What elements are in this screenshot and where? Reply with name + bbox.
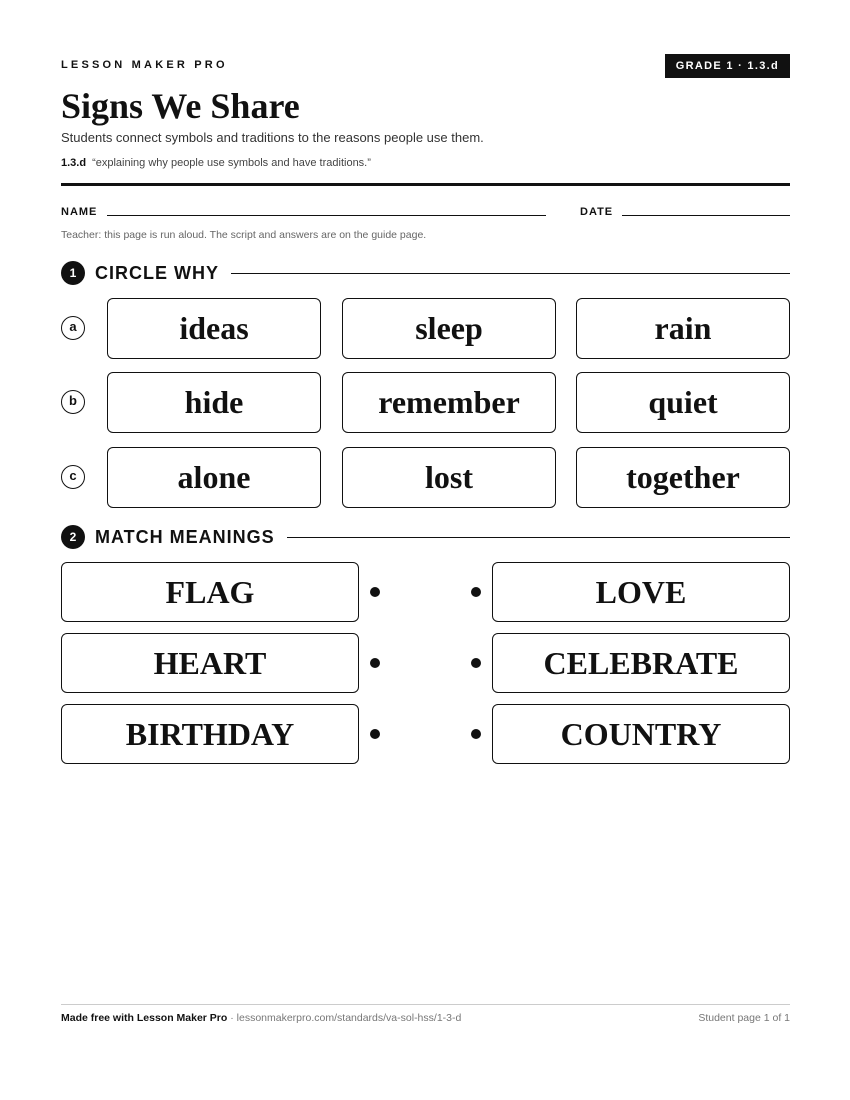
footer-separator: · <box>227 1012 237 1024</box>
choice-card-together[interactable]: together <box>576 447 790 508</box>
footer-divider <box>61 1004 790 1005</box>
match-card-celebrate[interactable]: CELEBRATE <box>492 633 790 693</box>
name-label: NAME <box>61 206 98 218</box>
section-match-meanings-header <box>61 525 790 549</box>
match-dot-left[interactable] <box>370 658 380 668</box>
choice-card-lost[interactable]: lost <box>342 447 556 508</box>
section-title: CIRCLE WHY <box>95 262 231 284</box>
match-dot-right[interactable] <box>471 729 481 739</box>
footer-url-link[interactable]: lessonmakerpro.com/standards/va-sol-hss/1-3-d <box>236 1012 462 1024</box>
choice-card-ideas[interactable]: ideas <box>107 298 321 359</box>
footer-made-with: Made free with Lesson Maker Pro <box>61 1012 228 1024</box>
standard-text: “explaining why people use symbols and have traditions.” <box>92 157 371 169</box>
match-dot-left[interactable] <box>370 587 380 597</box>
brand-name: LESSON MAKER PRO <box>61 59 228 71</box>
match-card-heart[interactable]: HEART <box>61 633 359 693</box>
row-marker-b: b <box>61 390 85 414</box>
grade-badge: GRADE 1 · 1.3.d <box>665 54 790 78</box>
section-circle-why-header <box>61 261 790 285</box>
page-subtitle: Students connect symbols and traditions to the reasons people use them. <box>61 130 484 145</box>
row-marker-c: c <box>61 465 85 489</box>
section-number: 2 <box>61 525 85 549</box>
choice-card-quiet[interactable]: quiet <box>576 372 790 433</box>
match-card-birthday[interactable]: BIRTHDAY <box>61 704 359 764</box>
section-title: MATCH MEANINGS <box>95 526 287 548</box>
match-card-flag[interactable]: FLAG <box>61 562 359 622</box>
choice-card-alone[interactable]: alone <box>107 447 321 508</box>
match-dot-right[interactable] <box>471 587 481 597</box>
choice-card-sleep[interactable]: sleep <box>342 298 556 359</box>
match-dot-right[interactable] <box>471 658 481 668</box>
choice-card-hide[interactable]: hide <box>107 372 321 433</box>
standard-code: 1.3.d <box>61 157 87 169</box>
footer-page-number: Student page 1 of 1 <box>698 1012 790 1024</box>
standard-line <box>61 157 371 169</box>
teacher-note: Teacher: this page is run aloud. The script and answers are on the guide page. <box>61 229 427 241</box>
match-card-country[interactable]: COUNTRY <box>492 704 790 764</box>
choice-card-remember[interactable]: remember <box>342 372 556 433</box>
row-marker-a: a <box>61 316 85 340</box>
match-card-love[interactable]: LOVE <box>492 562 790 622</box>
date-label: DATE <box>580 206 614 218</box>
date-field[interactable] <box>622 215 790 216</box>
choice-card-rain[interactable]: rain <box>576 298 790 359</box>
footer-credit <box>61 1012 461 1024</box>
section-number: 1 <box>61 261 85 285</box>
match-dot-left[interactable] <box>370 729 380 739</box>
page-title: Signs We Share <box>61 86 300 126</box>
name-field[interactable] <box>107 215 546 216</box>
header-divider <box>61 183 790 186</box>
worksheet-page <box>61 0 790 1100</box>
